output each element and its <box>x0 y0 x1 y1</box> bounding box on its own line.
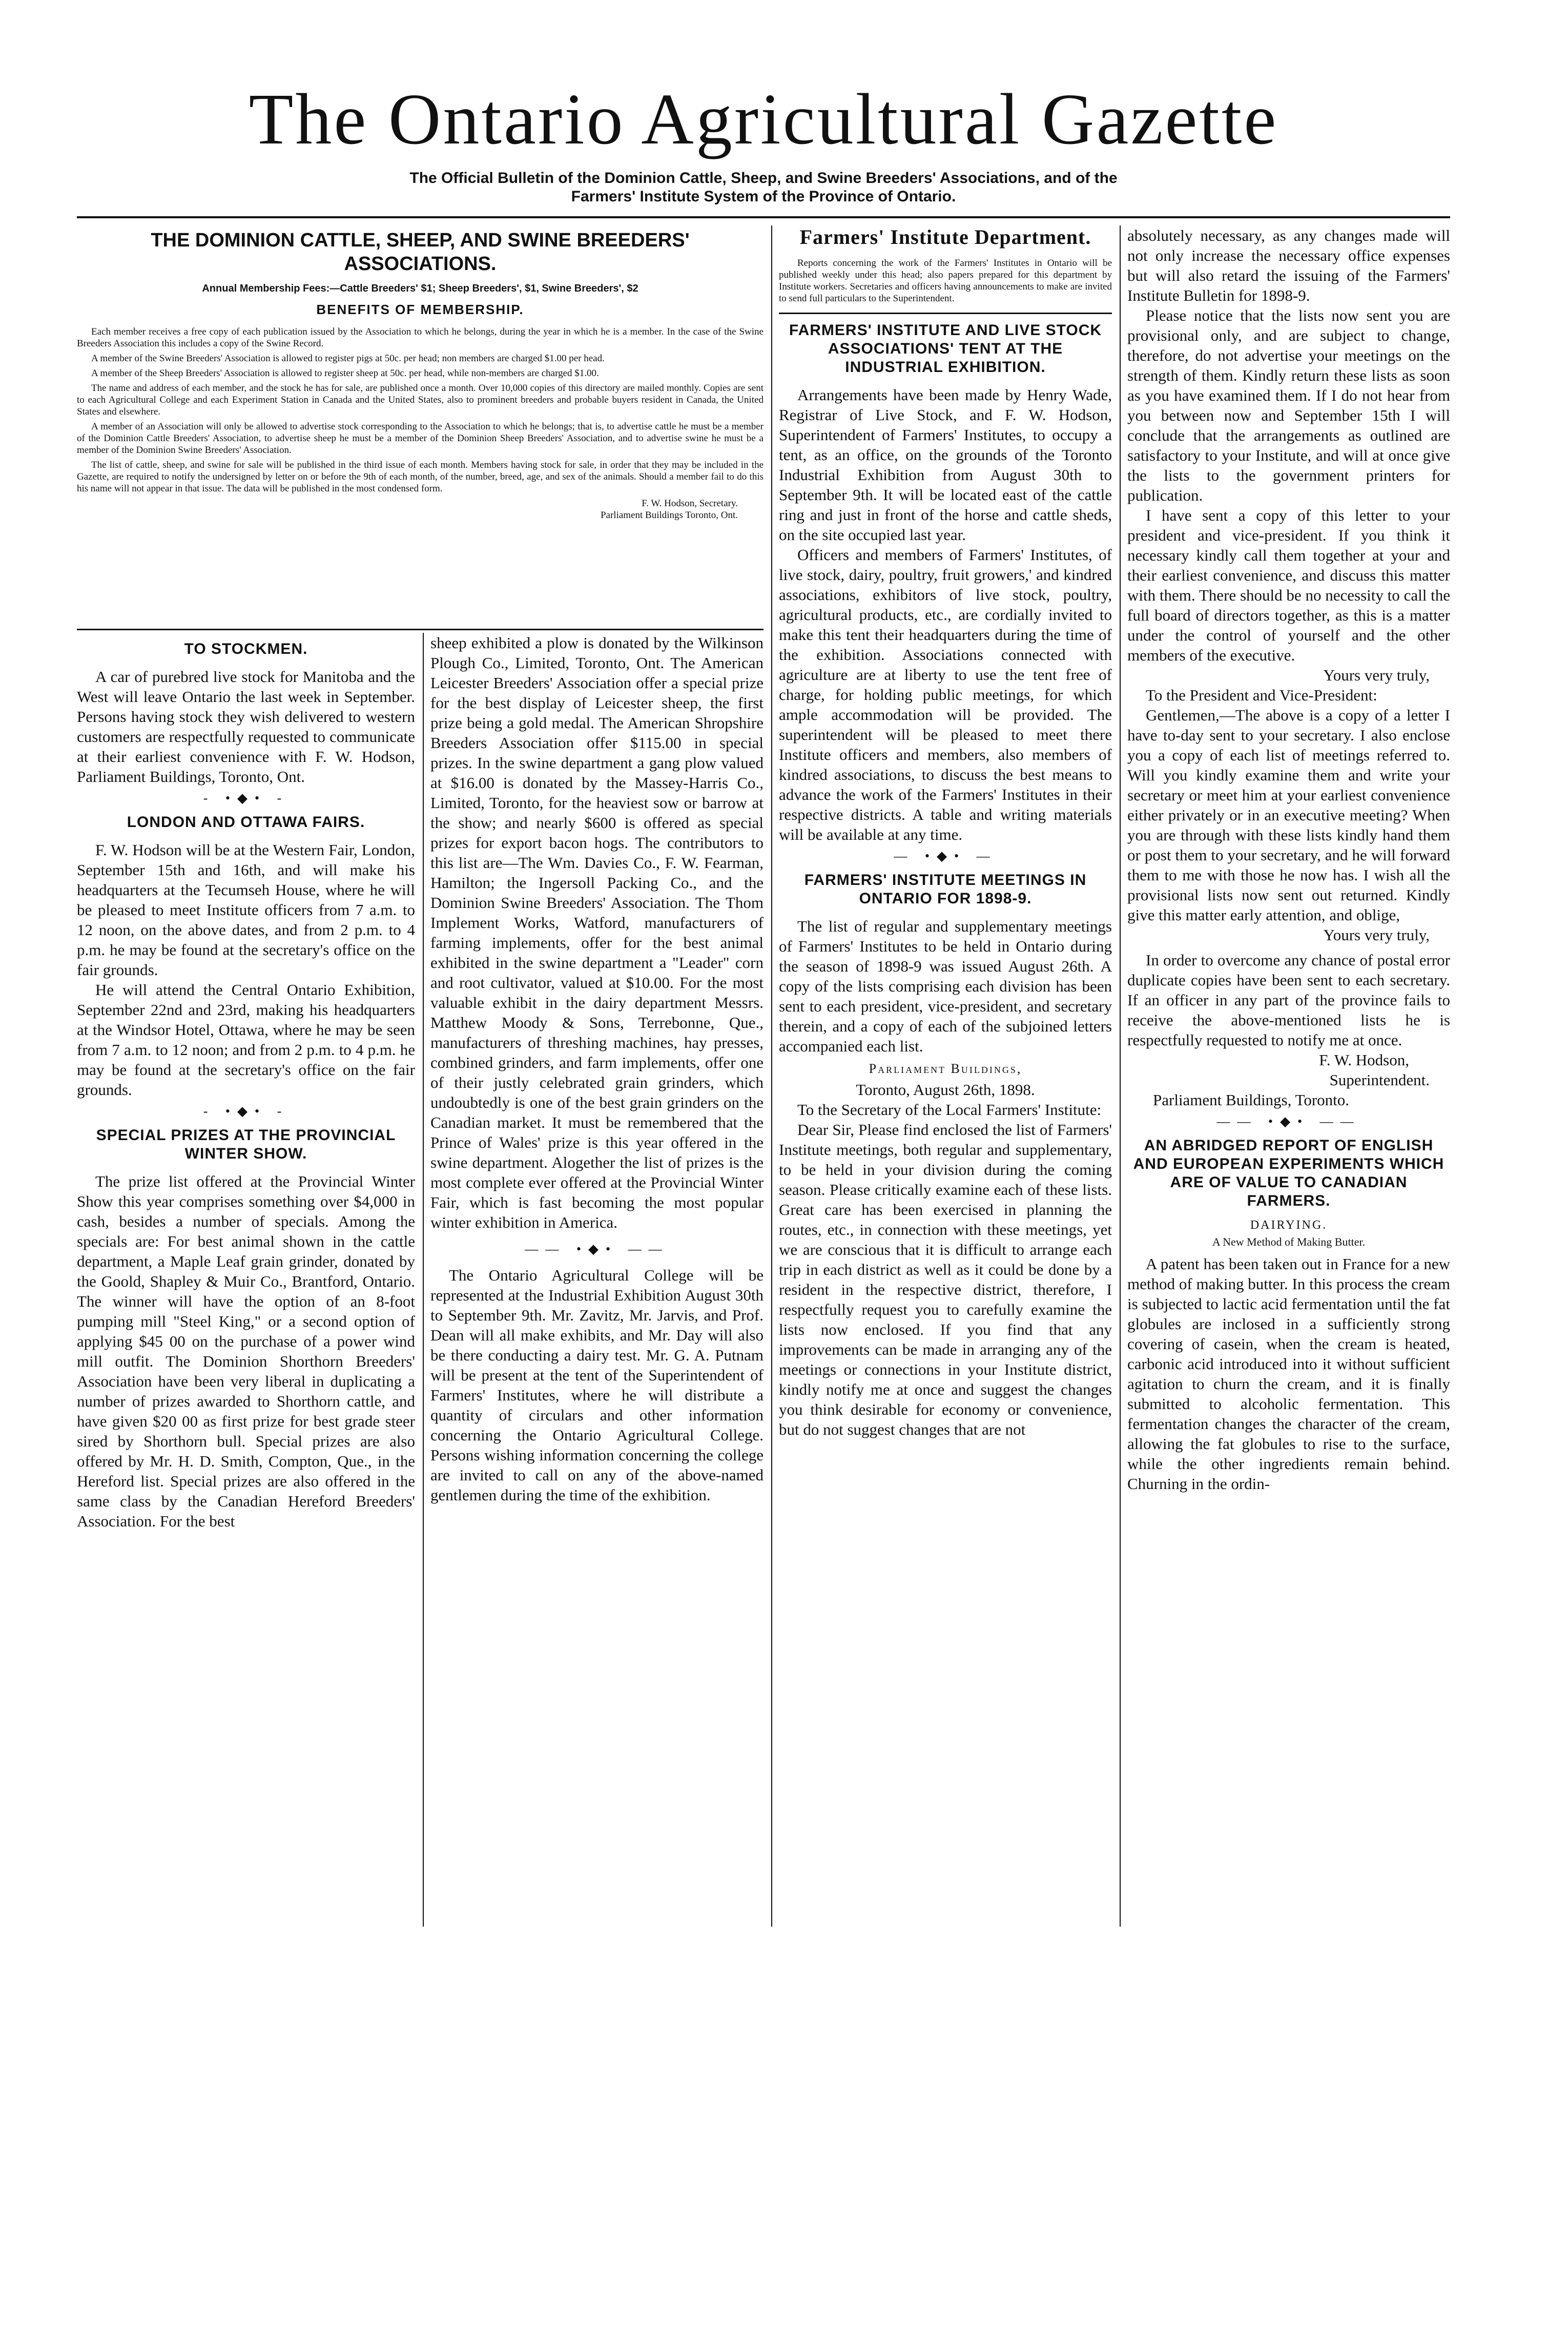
ornament-separator: - •◆• - <box>203 791 289 805</box>
signature-name: F. W. Hodson, <box>1319 1051 1409 1069</box>
ornament-separator: —— •◆• —— <box>525 1242 669 1256</box>
letter-place: Parliament Buildings, <box>869 1061 1022 1076</box>
subsection-title: A New Method of Making Butter. <box>1212 1235 1366 1248</box>
heading-abridged-report: AN ABRIDGED REPORT OF ENGLISH AND EUROPEAN EXPERIMENTS WHICH ARE OF VALUE TO CANADIAN FARMERS. <box>1133 1137 1445 1209</box>
benefit-paragraph: Each member receives a free copy of each publication issued by the Association to which he belongs, during the year in which he is a member. In the case of the Swine Breeders Association this includes a copy of the Swine Record. <box>77 326 764 349</box>
subtitle-line-2: Farmers' Institute System of the Province of Ontario. <box>571 188 956 205</box>
letter-salutation: To the Secretary of the Local Farmers' Institute: <box>797 1101 1102 1119</box>
subtitle-line-1: The Official Bulletin of the Dominion Cattle, Sheep, and Swine Breeders' Associations, and of the <box>409 170 1118 187</box>
heading-institute-department: Farmers' Institute Department. <box>799 225 1091 249</box>
benefit-paragraph: A member of the Sheep Breeders' Association is allowed to register sheep at 50c. per head, while non-members are charged $1.00. <box>91 368 599 379</box>
column-4 <box>1127 225 1450 1927</box>
masthead-subtitle <box>77 169 1450 206</box>
article-paragraph: A car of purebred live stock for Manitoba and the West will leave Ontario the last week in September. Persons having stock they wish delivered to western customers are respectfully requested to communicate at their earliest convenience with F. W. Hodson, Parliament Buildings, Toronto, Ont. <box>77 668 415 786</box>
benefit-paragraph: A member of the Swine Breeders' Association is allowed to register pigs at 50c. per head; non members are charged $1.00 per head. <box>91 353 605 364</box>
secretary-address: Parliament Buildings Toronto, Ont. <box>600 510 738 521</box>
associations-title-line-1: THE DOMINION CATTLE, SHEEP, AND SWINE BREEDERS' <box>151 230 690 251</box>
letter-closing: Yours very truly, <box>1323 666 1430 684</box>
article-paragraph: absolutely necessary, as any changes made will not only increase the necessary office expenses but will also retard the issuing of the Farmers' Institute Bulletin for 1898-9. <box>1127 226 1450 304</box>
benefit-paragraph: The name and address of each member, and the stock he has for sale, are published once a month. Over 10,000 copies of this directory are mailed monthly. Copies are sent to each Agricultural College and each Experiment Station in Canada and the United States, also to prominent breeders and probable buyers resident in Canada, the United States and elsewhere. <box>77 383 764 417</box>
associations-title <box>77 229 764 276</box>
masthead-title: The Ontario Agricultural Gazette <box>249 78 1278 159</box>
top-rule <box>77 216 1450 218</box>
associations-notice <box>77 225 764 628</box>
column-divider <box>423 633 424 1927</box>
article-paragraph: He will attend the Central Ontario Exhibition, September 22nd and 23rd, making his headquarters at the Windsor Hotel, Ottawa, where he may be seen from 7 a.m. to 12 noon; and from 2 p.m. to 4 p.m. he may be found at the secretary's office on the fair grounds. <box>77 981 415 1099</box>
signature-title: Superintendent. <box>1329 1071 1430 1089</box>
article-paragraph: Officers and members of Farmers' Institutes, of live stock, dairy, poultry, fruit growers,' and kindred associations, exhibitors of live stock, poultry, agricultural products, etc., are cordially invited to make this tent their headquarters during the time of the exhibition. Associations connected with agriculture are at liberty to use the tent free of charge, for holding public meetings, for which ample accommodation will be provided. The superintendent will be pleased to meet there Institute officers and members, also members of kindred associations, to discuss the best means to advance the work of the Farmers' Institutes in their respective districts. A table and writing materials will be available at any time. <box>779 546 1112 843</box>
heading-institute-meetings: FARMERS' INSTITUTE MEETINGS IN ONTARIO FOR 1898-9. <box>804 872 1087 907</box>
article-paragraph: Arrangements have been made by Henry Wade, Registrar of Live Stock, and F. W. Hodson, Superintendent of Farmers' Institutes, to occupy a tent, as an office, on the grounds of the Toronto Industrial Exhibition from August 30th to September 9th. It will be located east of the cattle ring and just in front of the horse and cattle sheds, on the site occupied last year. <box>779 386 1112 544</box>
section-dairying: DAIRYING. <box>1250 1218 1328 1232</box>
letter-salutation: To the President and Vice-President: <box>1146 686 1377 704</box>
column-divider <box>1120 225 1121 1927</box>
heading-london-ottawa-fairs: LONDON AND OTTAWA FAIRS. <box>127 814 365 831</box>
ornament-separator: — •◆• — <box>894 849 997 863</box>
benefit-paragraph: A member of an Association will only be allowed to advertise stock corresponding to the Association to which he belongs; that is, to advertise cattle he must be a member of the Dominion Cattle Breeders' Association, to advertise sheep he must be a member of the Dominion Sheep Breeders' Association, and to advertise swine he must be a member of the Dominion Swine Breeders' Association. <box>77 421 764 456</box>
article-paragraph: The list of regular and supplementary meetings of Farmers' Institutes to be held in Ontario during the season of 1898-9 was issued August 26th. A copy of the lists comprising each division has been sent to each president, vice-president, and secretary therein, and a copy of each of the subjoined letters accompanied each list. <box>779 917 1112 1055</box>
article-paragraph: The Ontario Agricultural College will be represented at the Industrial Exhibition August 30th to September 9th. Mr. Zavitz, Mr. Jarvis, and Prof. Dean will all make exhibits, and Mr. Day will also be there conducting a dairy test. Mr. G. A. Putnam will be present at the tent of the Superintendent of Farmers' Institutes, where he will distribute a quantity of circulars and other information concerning the Ontario Agricultural College. Persons wishing information concerning the college are invited to call on any of the above-named gentlemen during the time of the exhibition. <box>430 1266 764 1504</box>
benefits-heading: BENEFITS OF MEMBERSHIP. <box>316 302 524 317</box>
section-rule <box>779 313 1112 314</box>
signature-address: Parliament Buildings, Toronto. <box>1153 1091 1350 1109</box>
column-1 <box>77 633 415 2334</box>
secretary-signature: F. W. Hodson, Secretary. <box>642 498 738 509</box>
article-paragraph: Please notice that the lists now sent you are provisional only, and are subject to change, therefore, do not advertise your meetings on the strength of them. Kindly return these lists as soon as you have examined them. If I do not hear from you between now and September 15th I will conclude that the arrangements as outlined are satisfactory to your Institute, and will at once give the lists to the government printers for publication. <box>1127 306 1450 504</box>
article-paragraph: I have sent a copy of this letter to your president and vice-president. If you think it necessary kindly call them together at your and their earliest convenience, and discuss this matter with them. There should be no necessity to call the full board of directors together, as this is a matter under the control of yourself and the other members of the executive. <box>1127 506 1450 664</box>
article-paragraph: In order to overcome any chance of postal error duplicate copies have been sent to each secretary. If an officer in any part of the province fails to receive the above-mentioned lists he is respectfully requested to notify me at once. <box>1127 951 1450 1049</box>
heading-to-stockmen: TO STOCKMEN. <box>184 641 308 657</box>
column-divider <box>771 225 772 1927</box>
article-paragraph: F. W. Hodson will be at the Western Fair, London, September 15th and 16th, and will make his headquarters at the Tecumseh House, where he will be pleased to meet Institute officers from 7 a.m. to 12 noon, on the above dates, and from 2 p.m. to 4 p.m. he may be found at the secretary's office on the fair grounds. <box>77 841 415 979</box>
column-3 <box>779 225 1112 1927</box>
article-paragraph: A patent has been taken out in France for a new method of making butter. In this process the cream is subjected to lactic acid fermentation until the fat globules are inclosed in a sufficiently strong covering of casein, when the cream is heated, carbonic acid introduced into it without sufficient agitation to churn the cream, and it is finally submitted to alcoholic fermentation. This fermentation changes the character of the cream, allowing the fat globules to rise to the surface, while the other ingredients remain behind. Churning in the ordin- <box>1127 1255 1450 1493</box>
article-paragraph: sheep exhibited a plow is donated by the Wilkinson Plough Co., Limited, Toronto, Ont. The American Leicester Breeders' Association offer a special prize for the best display of Leicester sheep, the first prize being a gold medal. The American Shropshire Breeders Association offer $115.00 in special prizes. In the swine department a gang plow valued at $16.00 is donated by the Massey-Harris Co., Limited, Toronto, for the heaviest sow or barrow at the show; and nearly $600 is offered as special prizes for export bacon hogs. The contributors to this list are—The Wm. Davies Co., F. W. Fearman, Hamilton; the Ingersoll Packing Co., and the Dominion Swine Breeders' Association. The Thom Implement Works, Watford, manufacturers of farming implements, offer for the best animal exhibited in the swine department a "Leader" corn and root cultivator, valued at $10.00. For the most valuable exhibit in the dairy department Messrs. Matthew Moody & Sons, Terrebonne, Que., manufacturers of threshing machines, hay presses, combined grinders, and farm implements, offer one of their justly celebrated grain grinders, which undoubtedly is one of the best grain grinders on the Canadian market. It must be remembered that the Prince of Wales' prize is this year offered in the swine department. Alogether the list of prizes is the most complete ever offered at the Provincial Winter Fair, which is fast becoming the most popular winter exhibition in America. <box>430 634 764 1231</box>
heading-tent-exhibition: FARMERS' INSTITUTE AND LIVE STOCK ASSOCIATIONS' TENT AT THE INDUSTRIAL EXHIBITION. <box>789 322 1102 376</box>
article-paragraph: Dear Sir, Please find enclosed the list of Farmers' Institute meetings, both regular and supplementary, to be held in your division during the coming season. Please critically examine each of these lists. Great care has been exercised in planning the routes, etc., in connection with these meetings, yet we are conscious that it is difficult to arrange each trip in each district as well as it could be done by a resident in the respective district, therefore, I respectfully request you to carefully examine the lists now enclosed. If you find that any improvements can be made in arranging any of the meetings or connections in your Institute district, kindly notify me at once and suggest the changes you think desirable for economy or convenience, but do not suggest changes that are not <box>779 1121 1112 1438</box>
membership-fees: Annual Membership Fees:—Cattle Breeders' $1; Sheep Breeders', $1, Swine Breeders', $2 <box>202 283 638 294</box>
article-paragraph: The prize list offered at the Provincial Winter Show this year comprises something over $4,000 in cash, besides a number of specials. Among the specials are: For best animal shown in the cattle department, a Maple Leaf grain grinder, donated by the Goold, Shapley & Muir Co., Brantford, Ontario. The winner will have the option of an 8-foot pumping mill "Steel King," or a second option of applying $45 00 on the purchase of a power wind mill outfit. The Dominion Shorthorn Breeders' Association have been very liberal in duplicating a number of prizes awarded to Shorthorn cattle, and have given $20 00 as first prize for best grade steer sired by Shorthorn bull. Special prizes are also offered by Mr. H. D. Smith, Compton, Que., in the Hereford list. Special prizes are also offered in the same class by the Canadian Hereford Breeders' Association. For the best <box>77 1172 415 1530</box>
department-note: Reports concerning the work of the Farmers' Institutes in Ontario will be published weekly under this head; also papers prepared for this department by Institute workers. Secretaries and officers having announcements to make are invited to send full particulars to the Superintendent. <box>779 258 1112 304</box>
letter-date: Toronto, August 26th, 1898. <box>856 1081 1035 1099</box>
letter-closing: Yours very truly, <box>1323 926 1430 944</box>
ornament-separator: —— •◆• —— <box>1216 1114 1361 1129</box>
ornament-separator: - •◆• - <box>203 1104 289 1119</box>
heading-special-prizes: SPECIAL PRIZES AT THE PROVINCIAL WINTER SHOW. <box>96 1127 396 1162</box>
article-paragraph: Gentlemen,—The above is a copy of a letter I have to-day sent to your secretary. I also enclose you a copy of each list of meetings referred to. Will you kindly examine them and write your secretary or meet him at your earliest convenience either privately or in an executive meeting? When you are through with these lists kindly hand them or post them to your secretary, and he will forward them to me with those he now has. I wish all the provisional lists now sent out returned. Kindly give this matter early attention, and oblige, <box>1127 706 1450 924</box>
newspaper-page <box>77 77 1450 1932</box>
benefit-paragraph: The list of cattle, sheep, and swine for sale will be published in the third issue of each month. Members having stock for sale, in order that they may be included in the Gazette, are required to notify the undersigned by letter on or before the 9th of each month, of the number, breed, age, and sex of the animals. Should a member fail to do this his name will not appear in that issue. The data will be published in the most condensed form. <box>77 460 764 494</box>
column-2 <box>430 633 764 2334</box>
associations-title-line-2: ASSOCIATIONS. <box>344 253 497 275</box>
notice-bottom-rule <box>77 629 764 630</box>
